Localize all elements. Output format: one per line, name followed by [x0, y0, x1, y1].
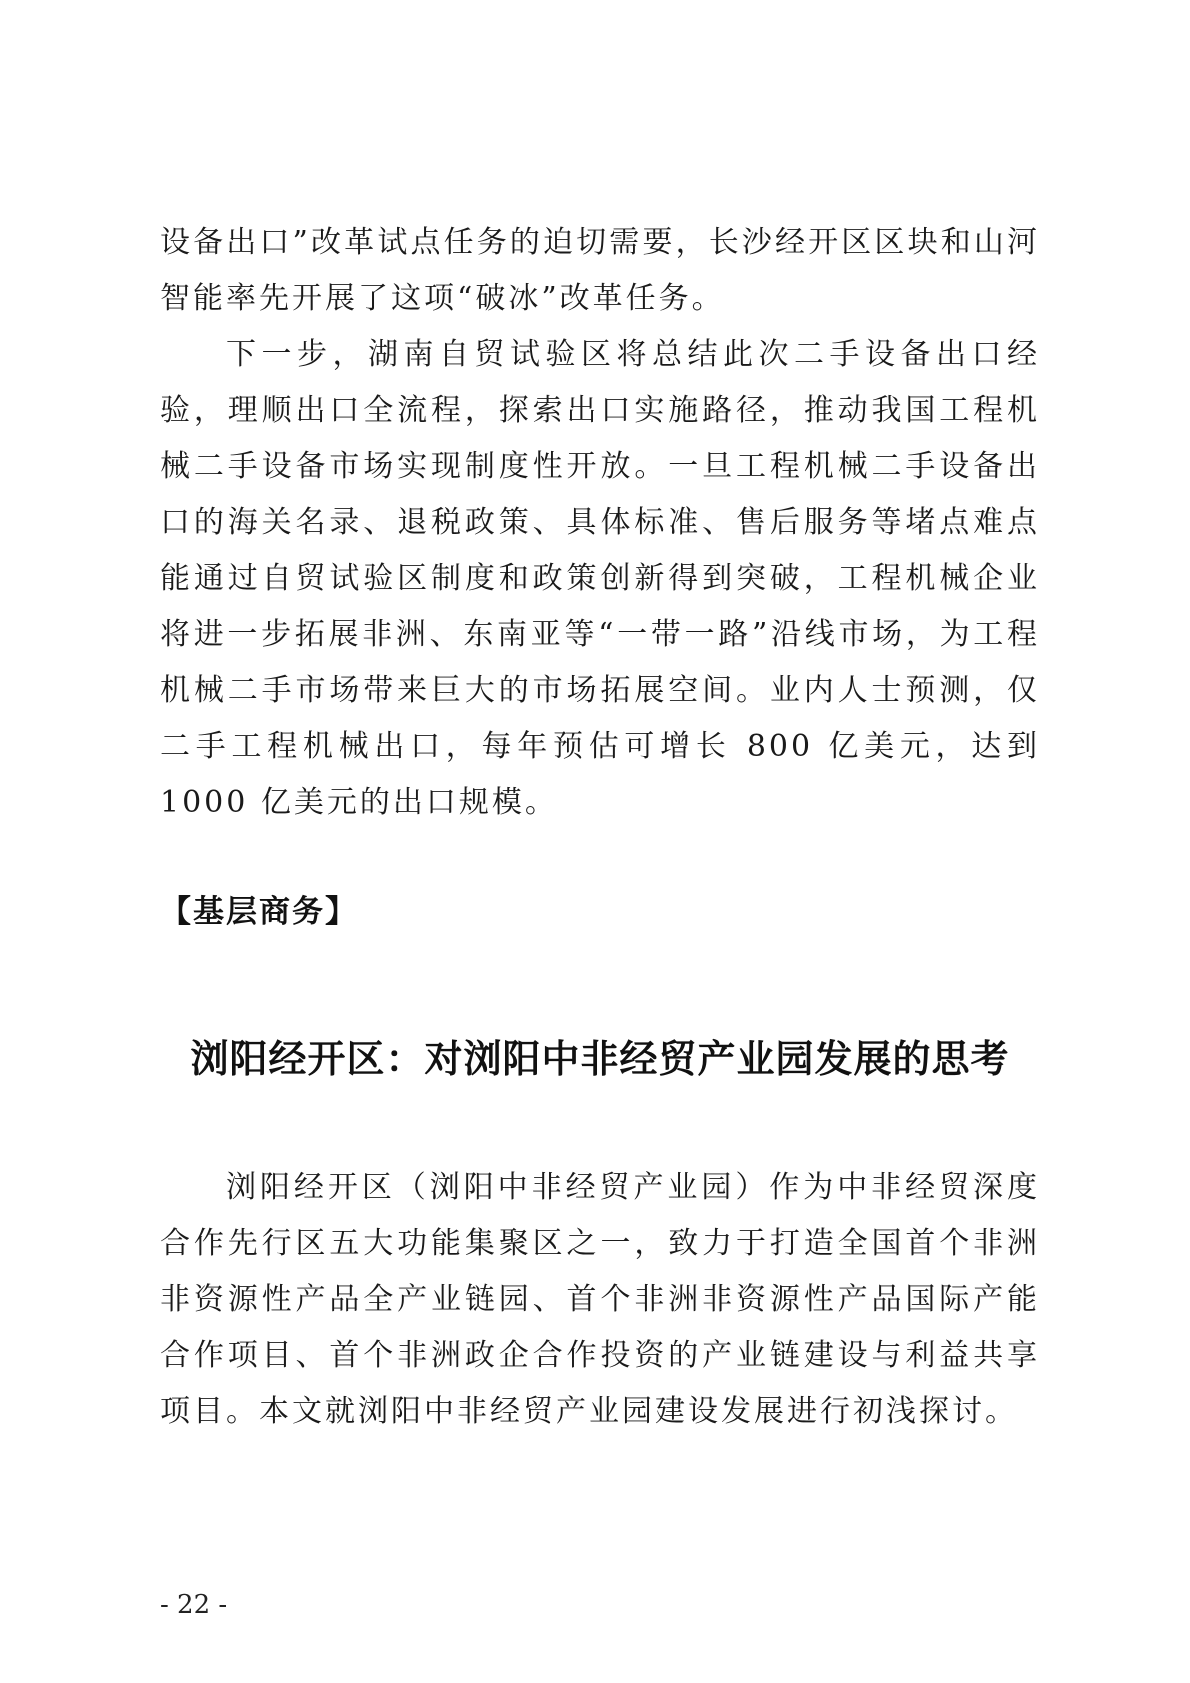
- article-title: 浏阳经开区：对浏阳中非经贸产业园发展的思考: [190, 1036, 1010, 1081]
- page-number: - 22 -: [160, 1590, 228, 1620]
- body-paragraph-intro: 浏阳经开区（浏阳中非经贸产业园）作为中非经贸深度合作先行区五大功能集聚区之一，致力于打造全国首个非洲非资源性产品全产业链园、首个非洲非资源性产品国际产能合作项目、首个非洲政企合作投资的产业链建设与利益共享项目。本文就浏阳中非经贸产业园建设发展进行初浅探讨。: [160, 1170, 1040, 1429]
- section-label: 【基层商务】: [160, 894, 358, 930]
- body-paragraph-next-step: 下一步，湖南自贸试验区将总结此次二手设备出口经验，理顺出口全流程，探索出口实施路径，推动我国工程机械二手设备市场实现制度性开放。一旦工程机械二手设备出口的海关名录、退税政策、具体标准、售后服务等堵点难点能通过自贸试验区制度和政策创新得到突破，工程机械企业将进一步拓展非洲、东南亚等“一带一路”沿线市场，为工程机械二手市场带来巨大的市场拓展空间。业内人士预测，仅二手工程机械出口，每年预估可增长 800 亿美元，达到 1000 亿美元的出口规模。: [160, 337, 1040, 820]
- body-paragraph-continued: 设备出口”改革试点任务的迫切需要，长沙经开区区块和山河智能率先开展了这项“破冰”改革任务。: [160, 225, 1040, 316]
